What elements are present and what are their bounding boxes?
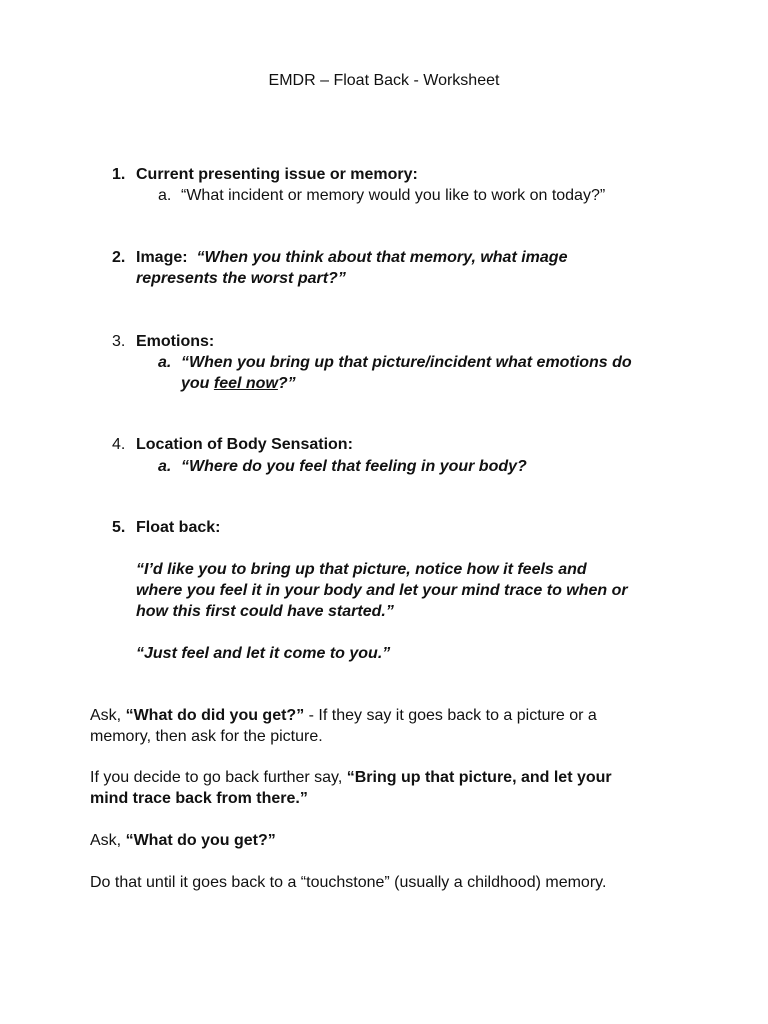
item-3-line2-pre: you xyxy=(181,375,214,392)
item-3-label: Emotions: xyxy=(136,333,215,350)
item-2-line1 xyxy=(136,247,567,268)
ask-1-rest: - If they say it goes back to a picture or a xyxy=(304,707,597,724)
paragraph-ask-2 xyxy=(90,830,276,851)
item-3-line2 xyxy=(181,373,296,394)
page-title: EMDR – Float Back - Worksheet xyxy=(268,72,500,89)
paragraph-ask-1-line2: memory, then ask for the picture. xyxy=(90,728,323,745)
item-5-quote-line3: how this first could have started.” xyxy=(136,603,394,620)
item-2-label: Image: xyxy=(136,249,188,266)
item-1-number: 1. xyxy=(112,166,126,183)
item-2-number: 2. xyxy=(112,249,126,266)
item-4-sub-letter: a. xyxy=(158,458,172,475)
go-back-prefix: If you decide to go back further say, xyxy=(90,769,347,786)
ask-1-prefix: Ask, xyxy=(90,707,126,724)
item-4-sub-text: “Where do you feel that feeling in your body? xyxy=(181,458,527,475)
item-5-quote-line2: where you feel it in your body and let your mind trace to when or xyxy=(136,582,628,599)
ask-2-prefix: Ask, xyxy=(90,832,126,849)
item-5-quote-line1: “I’d like you to bring up that picture, notice how it feels and xyxy=(136,561,587,578)
paragraph-touchstone: Do that until it goes back to a “touchstone” (usually a childhood) memory. xyxy=(90,874,607,891)
item-5-number: 5. xyxy=(112,519,126,536)
item-2-question-1: “When you think about that memory, what image xyxy=(196,249,568,266)
go-back-quote-2: mind trace back from there.” xyxy=(90,790,308,807)
item-1-sub-letter: a. xyxy=(158,187,172,204)
item-1-sub-text: “What incident or memory would you like to work on today?” xyxy=(181,187,606,204)
item-1-label: Current presenting issue or memory: xyxy=(136,166,418,183)
paragraph-ask-1 xyxy=(90,705,597,726)
item-4-number: 4. xyxy=(112,436,126,453)
item-2-question-2: represents the worst part?” xyxy=(136,270,346,287)
item-4-label: Location of Body Sensation: xyxy=(136,436,353,453)
go-back-quote-1: “Bring up that picture, and let your xyxy=(346,769,612,786)
item-3-line1: “When you bring up that picture/incident what emotions do xyxy=(181,354,632,371)
ask-1-quote: “What do did you get?” xyxy=(125,707,305,724)
item-5-quote2: “Just feel and let it come to you.” xyxy=(136,645,391,662)
paragraph-go-back xyxy=(90,767,612,788)
item-3-sub-letter: a. xyxy=(158,354,172,371)
item-3-line2-post: ?” xyxy=(277,375,296,392)
ask-2-quote: “What do you get?” xyxy=(125,832,276,849)
item-5-label: Float back: xyxy=(136,519,221,536)
item-3-number: 3. xyxy=(112,333,126,350)
item-3-feel-now: feel now xyxy=(213,375,278,392)
